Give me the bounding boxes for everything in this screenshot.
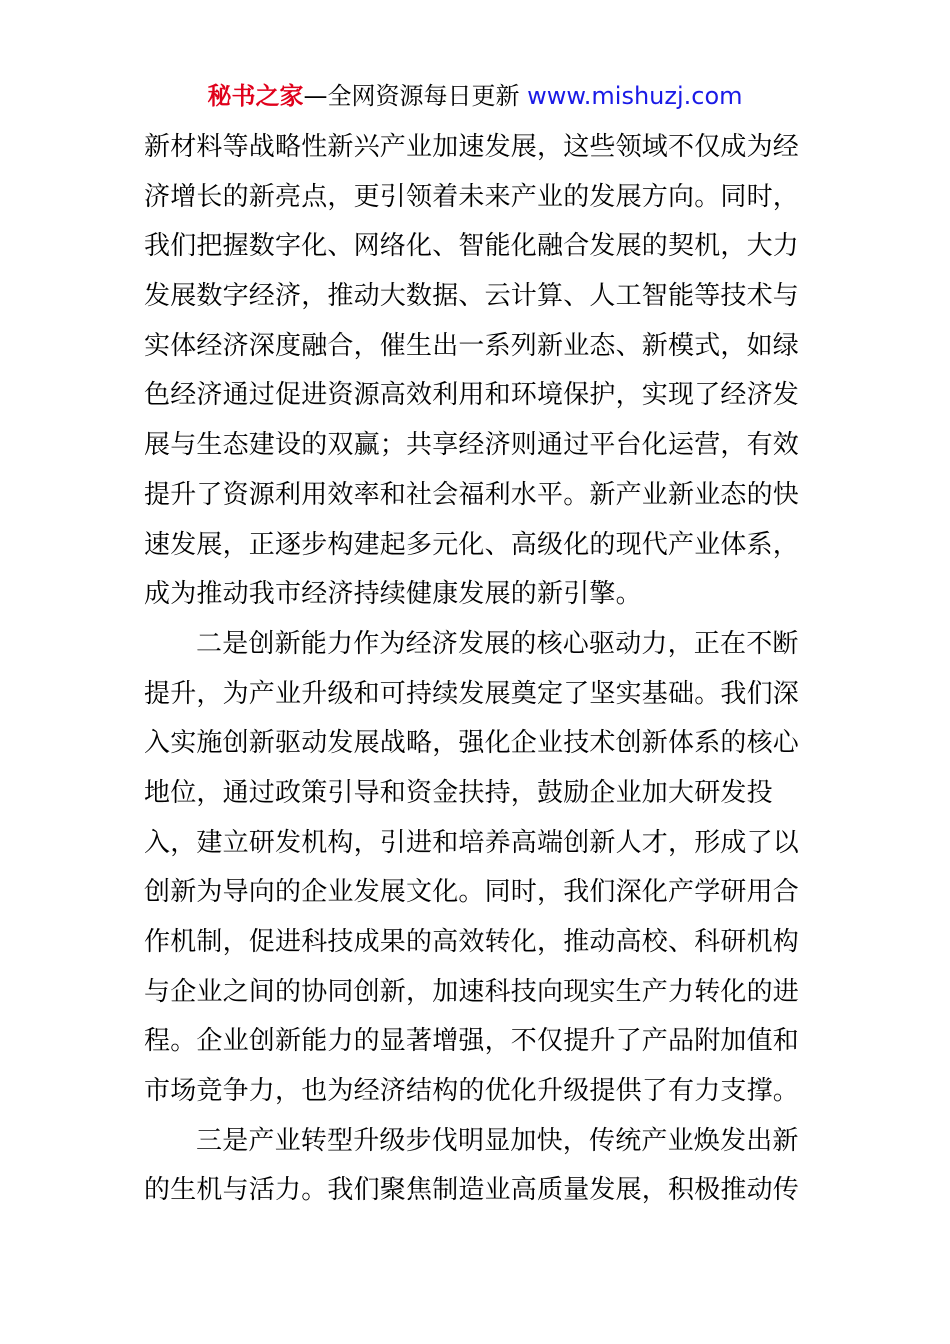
- text-line: 与企业之间的协同创新，加速科技向现实生产力转化的进: [144, 976, 800, 1007]
- text-line: 入，建立研发机构，引进和培养高端创新人才，形成了以: [144, 827, 800, 858]
- text-line: 作机制，促进科技成果的高效转化，推动高校、科研机构: [144, 927, 800, 957]
- text-line: 速发展，正逐步构建起多元化、高级化的现代产业体系，: [144, 529, 800, 560]
- text-line: 地位，通过政策引导和资金扶持，鼓励企业加大研发投: [144, 777, 773, 808]
- text-line: 的生机与活力。我们聚焦制造业高质量发展，积极推动传: [144, 1175, 800, 1206]
- site-brand: 秘书之家: [207, 82, 304, 110]
- text-line: 程。企业创新能力的显著增强，不仅提升了产品附加值和: [144, 1026, 800, 1057]
- site-url[interactable]: www.mishuzj.com: [527, 82, 743, 110]
- text-line: 二是创新能力作为经济发展的核心驱动力，正在不断: [196, 628, 799, 659]
- text-line: 济增长的新亮点，更引领着未来产业的发展方向。同时，: [144, 181, 800, 212]
- site-tagline: —全网资源每日更新: [303, 82, 528, 110]
- text-line: 三是产业转型升级步伐明显加快，传统产业焕发出新: [196, 1125, 799, 1156]
- text-line: 提升，为产业升级和可持续发展奠定了坚实基础。我们深: [144, 678, 800, 709]
- text-line: 创新为导向的企业发展文化。同时，我们深化产学研用合: [144, 877, 800, 908]
- text-line: 提升了资源利用效率和社会福利水平。新产业新业态的快: [144, 479, 800, 510]
- text-line: 展与生态建设的双赢；共享经济则通过平台化运营，有效: [144, 430, 800, 461]
- text-line: 我们把握数字化、网络化、智能化融合发展的契机，大力: [144, 231, 800, 262]
- text-line: 实体经济深度融合，催生出一系列新业态、新模式，如绿: [144, 330, 800, 361]
- text-line: 成为推动我市经济持续健康发展的新引擎。: [144, 579, 642, 610]
- text-line: 新材料等战略性新兴产业加速发展，这些领域不仅成为经: [144, 132, 800, 162]
- text-line: 入实施创新驱动发展战略，强化企业技术创新体系的核心: [144, 728, 800, 759]
- text-line: 市场竞争力，也为经济结构的优化升级提供了有力支撑。: [144, 1076, 800, 1107]
- text-line: 发展数字经济，推动大数据、云计算、人工智能等技术与: [144, 281, 800, 312]
- text-line: 色经济通过促进资源高效利用和环境保护，实现了经济发: [144, 380, 800, 411]
- document-body: [144, 123, 814, 1216]
- site-header: [0, 80, 950, 112]
